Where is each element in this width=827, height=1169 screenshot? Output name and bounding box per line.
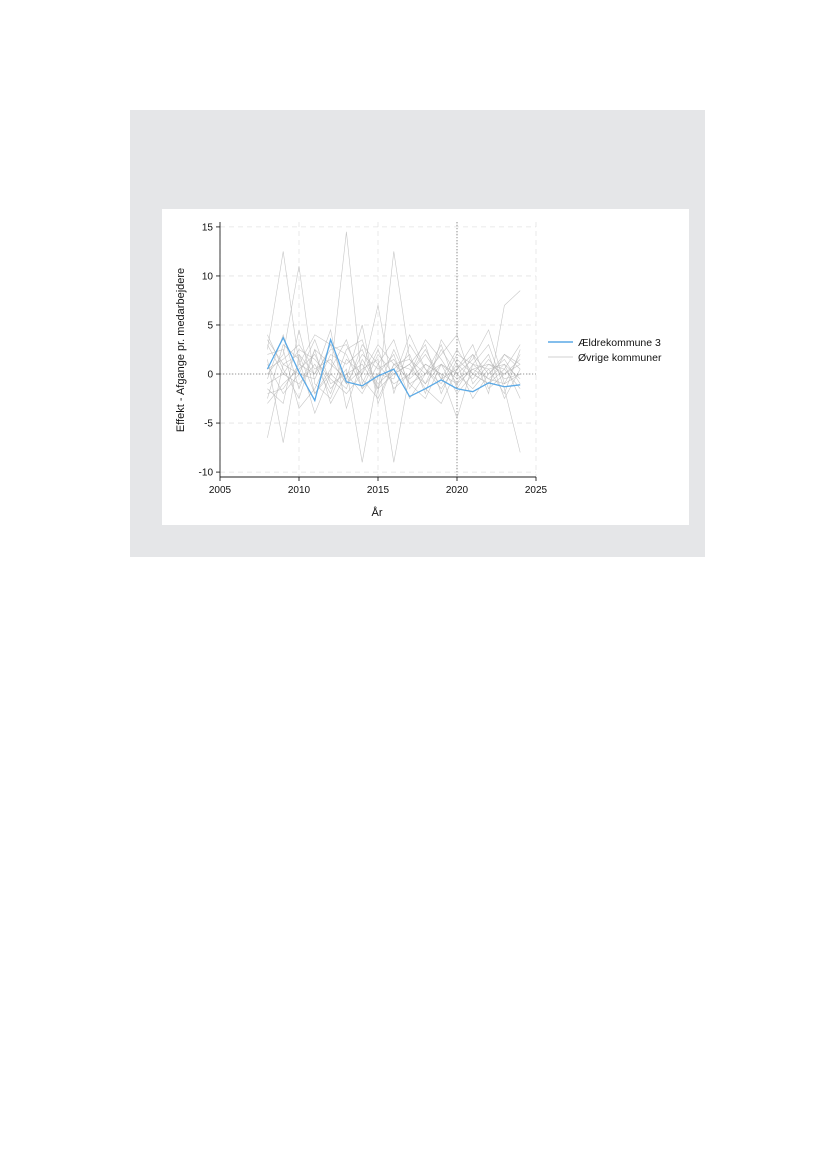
highlight-series-line (267, 338, 520, 401)
y-tick-label: -5 (204, 418, 213, 430)
y-tick-label: 5 (207, 320, 213, 332)
chart-card (162, 209, 689, 525)
other-municipality-line (267, 340, 520, 463)
x-axis-title: År (371, 507, 383, 519)
y-axis-title: Effekt - Afgange pr. medarbejdere (175, 267, 187, 433)
figure-panel (130, 110, 705, 557)
x-tick-label: 2010 (287, 485, 311, 496)
x-tick-label: 2005 (208, 485, 232, 496)
x-tick-label: 2025 (524, 485, 548, 496)
axes (199, 222, 548, 496)
y-tick-label: -10 (198, 467, 213, 479)
y-tick-label: 0 (207, 369, 213, 381)
x-tick-label: 2020 (445, 485, 469, 496)
line-chart (162, 209, 689, 525)
y-tick-label: 10 (201, 271, 213, 283)
y-tick-label: 15 (201, 222, 213, 234)
other-municipality-lines (267, 232, 520, 462)
legend-label-highlight: Ældrekommune 3 (578, 337, 661, 349)
x-tick-label: 2015 (366, 485, 390, 496)
legend (548, 337, 662, 364)
highlight-series-layer (267, 338, 520, 401)
legend-label-others: Øvrige kommuner (578, 352, 662, 364)
other-municipality-line (267, 340, 520, 394)
